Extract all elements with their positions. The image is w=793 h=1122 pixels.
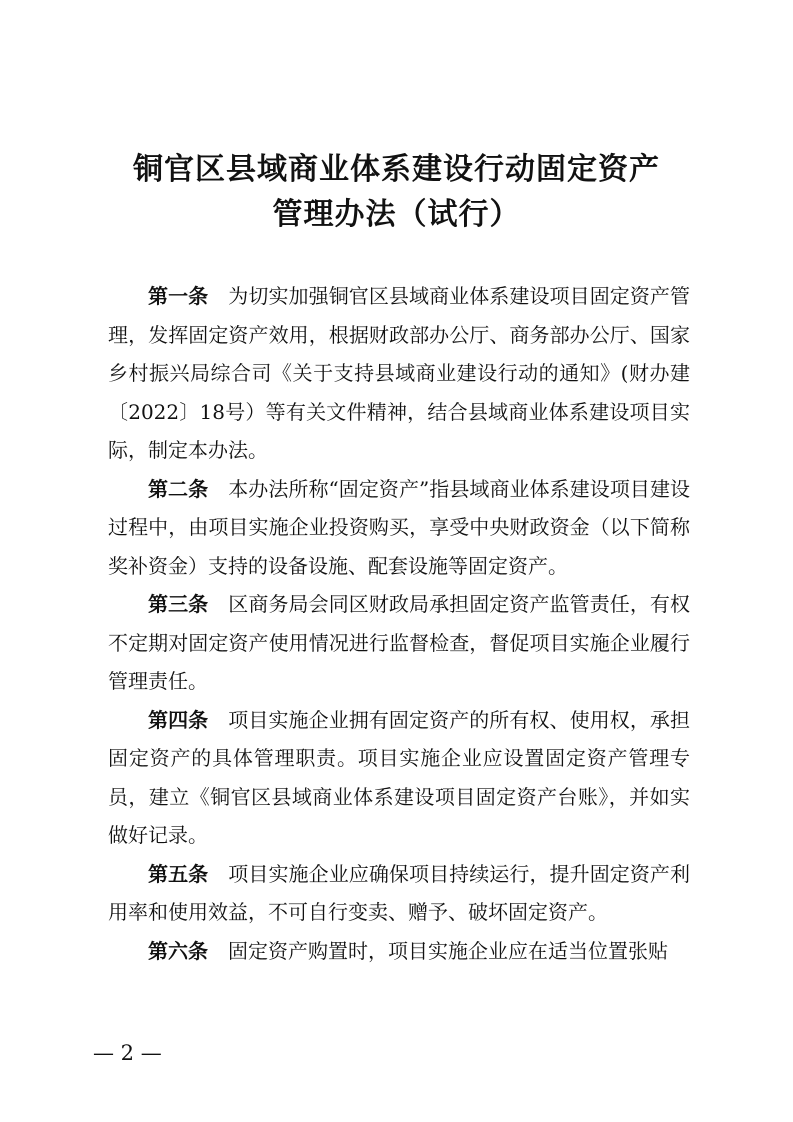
article-3-label: 第三条 [148,592,209,616]
article-4-text: 项目实施企业拥有固定资产的所有权、使用权，承担固定资产的具体管理职责。项目实施企业应设置固定资产管理专员，建立《铜官区县域商业体系建设项目固定资产台账》，并如实做好记录。 [108,707,691,847]
article-6-label: 第六条 [148,938,208,963]
article-5-label: 第五条 [148,861,209,886]
article-2-text: 本办法所称“固定资产”指县域商业体系建设项目建设过程中，由项目实施企业投资购买，享受中央财政资金（以下简称奖补资金）支持的设备设施、配套设施等固定资产。 [108,476,690,578]
article-5-text: 项目实施企业应确保项目持续运行，提升固定资产利用率和使用效益，不可自行变卖、赠予、破坏固定资产。 [108,861,691,924]
article-1-label: 第一条 [148,284,209,308]
article-2-label: 第二条 [148,476,209,501]
article-6 [108,932,690,971]
page-number: — 2 — [93,1041,162,1065]
document-body [108,277,690,970]
document-title-line-1: 铜官区县域商业体系建设行动固定资产 [133,152,660,187]
article-2 [108,470,690,586]
article-3 [108,585,690,701]
article-1-text: 为切实加强铜官区县域商业体系建设项目固定资产管理，发挥固定资产效用，根据财政部办公厅、商务部办公厅、国家乡村振兴局综合司《关于支持县域商业建设行动的通知》(财办建〔2022〕18号）等有关文件精神，结合县域商业体系建设项目实际，制定本办法。 [108,284,691,462]
article-3-text: 区商务局会同区财政局承担固定资产监管责任，有权不定期对固定资产使用情况进行监督检查，督促项目实施企业履行管理责任。 [108,592,691,693]
article-5 [108,855,690,932]
article-4 [108,701,690,855]
article-1 [108,277,690,470]
document-title-line-2: 管理办法（试行） [272,197,521,232]
article-6-text: 固定资产购置时，项目实施企业应在适当位置张贴 [228,938,668,963]
article-4-label: 第四条 [148,707,209,732]
